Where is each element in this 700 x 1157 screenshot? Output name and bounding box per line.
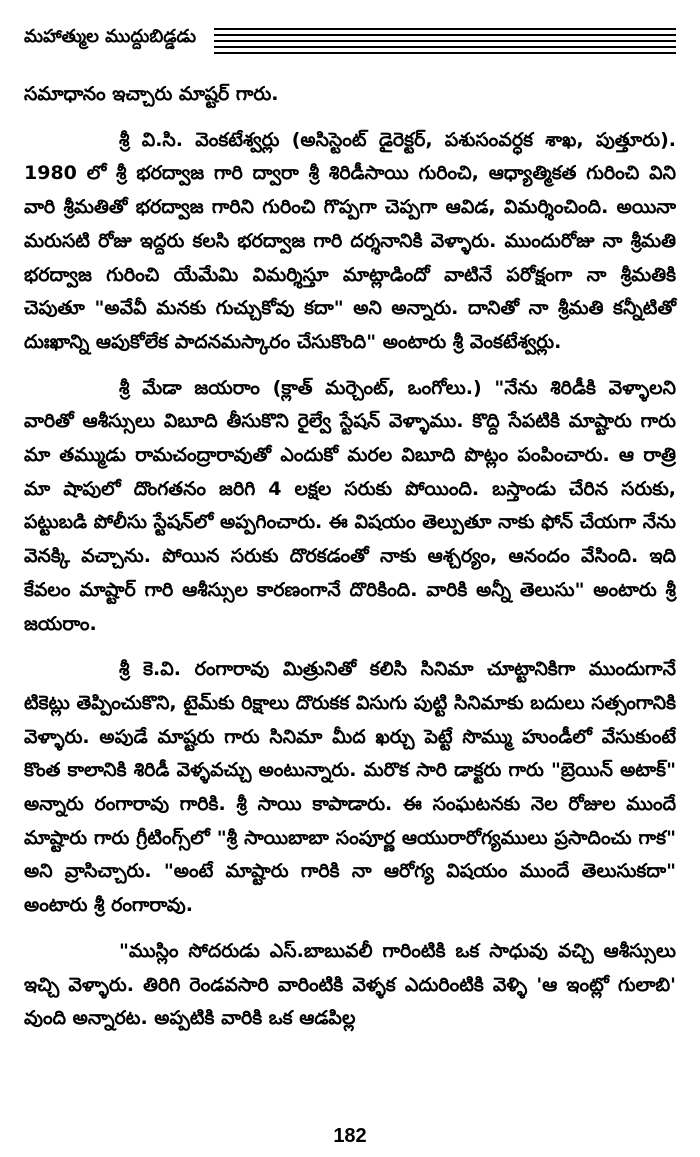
paragraph-jayaram: శ్రీ మేడా జయరాం (క్లాత్ మర్చెంట్, ఒంగోలు.) "నేను శిరిడీకి వెళ్ళాలని వారితో ఆశీస్సులు విబూది తీసుకొని రైల్వే స్టేషన్ వెళ్ళాము. కొద్ది సేపటికి మాష్టారు గారు మా తమ్ముడు రామచంద్రారావుతో ఎందుకో మరల విబూది పొట్లం పంపించారు. ఆ రాత్రి మా షాపులో దొంగతనం జరిగి 4 లక్షల సరుకు పోయింది. బస్తాండు చేరిన సరుకు, పట్టుబడి పోలీసు స్టేషన్‌లో అప్పగించారు. ఈ విషయం తెల్పుతూ నాకు ఫోన్ చేయగా నేను వెనక్కి వచ్చాను. పోయిన సరుకు దొరకడంతో నాకు ఆశ్చర్యం, ఆనందం వేసింది. ఇది కేవలం మాష్టార్ గారి ఆశీస్సుల కారణంగానే దొరికింది. వారికి అన్నీ తెలుసు" అంటారు శ్రీ జయరాం. <box>24 376 676 635</box>
book-title: మహాత్ముల ముద్దుబిడ్డడు <box>24 26 197 47</box>
running-header <box>24 20 676 60</box>
header-rule-4 <box>214 46 676 48</box>
paragraph-rangarao: శ్రీ కె.వి. రంగారావు మిత్రునితో కలిసి సినిమా చూట్టానికిగా ముందుగానే టికెట్లు తెప్పించుకొని, టైమ్‌కు రిక్షాలు దొరుకక విసుగు పుట్టి సినిమాకు బదులు సత్సంగానికి వెళ్ళారు. అపుడే మాష్టరు గారు సినిమా మీద ఖర్చు పెట్టే సొమ్ము హుండీలో వేసుకుంటే కొంత కాలానికి శిరిడీ వెళ్ళవచ్చు అంటున్నారు. మరొక సారి డాక్టరు గారు "బ్రెయిన్ అటాక్" అన్నారు రంగారావు గారికి. శ్రీ సాయి కాపాడారు. ఈ సంఘటనకు నెల రోజుల ముందే మాష్టారు గారు గ్రీటింగ్స్‌లో "శ్రీ సాయిబాబా సంపూర్ణ ఆయురారోగ్యములు ప్రసాదించు గాక" అని వ్రాసిచ్చారు. "అంటే మాష్టారు గారికి నా ఆరోగ్య విషయం ముందే తెలుసుకదా" అంటారు శ్రీ రంగారావు. <box>24 658 676 917</box>
header-rule-3 <box>214 40 676 42</box>
body-text <box>24 78 676 1036</box>
paragraph-venkateswarlu: శ్రీ వి.సి. వెంకటేశ్వర్లు (అసిస్టెంట్ డైరెక్టర్, పశుసంవర్ధక శాఖ, పుత్తూరు). 1980 లో శ్రీ భరద్వాజ గారి ద్వారా శ్రీ శిరిడీసాయి గురించి, ఆధ్యాత్మికత గురించి విని వారి శ్రీమతితో భరద్వాజ గారిని గురించి గొప్పగా చెప్పగా ఆవిడ, విమర్శించింది. అయినా మరుసటి రోజు ఇద్దరు కలసి భరద్వాజ గారి దర్శనానికి వెళ్ళారు. ముందురోజు నా శ్రీమతి భరద్వాజ గురించి యేమేమి విమర్శిస్తూ మాట్లాడిందో వాటినే పరోక్షంగా నా శ్రీమతికి చెపుతూ "అవేవీ మనకు గుచ్చుకోవు కదా" అని అన్నారు. దానితో నా శ్రీమతి కన్నీటితో దుఃఖాన్ని ఆపుకోలేక పాదనమస్కారం చేసుకొంది" అంటారు శ్రీ వెంకటేశ్వర్లు. <box>24 128 676 353</box>
header-rule-2 <box>214 34 676 36</box>
header-rule-5 <box>214 52 676 54</box>
paragraph-continuation: సమాధానం ఇచ్చారు మాష్టర్ గారు. <box>24 83 279 105</box>
page-number: 182 <box>333 1125 367 1147</box>
header-rule-lines <box>214 28 676 58</box>
paragraph-babuvali: "ముస్లిం సోదరుడు ఎస్.బాబువలీ గారింటికి ఒక సాధువు వచ్చి ఆశీస్సులు ఇచ్చి వెళ్ళారు. తిరిగి రెండవసారి వారింటికి వెళ్ళక ఎదురింటికి వెళ్ళి 'ఆ ఇంట్లో గులాబి' వుంది అన్నారట. అప్పటికి వారికి ఒక ఆడపిల్ల <box>24 939 676 1030</box>
header-rule-1 <box>214 28 676 30</box>
